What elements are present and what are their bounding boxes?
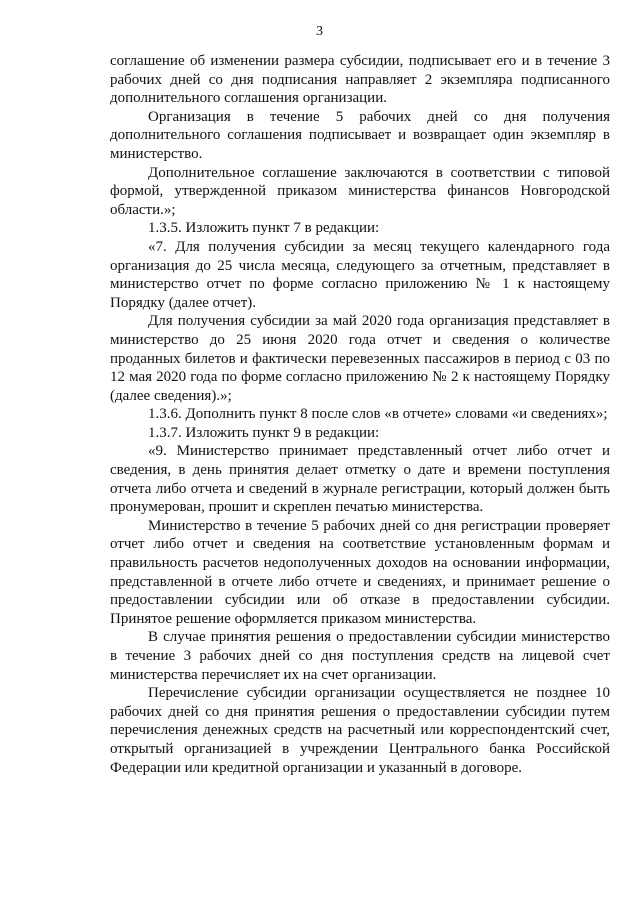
paragraph-4: 1.3.5. Изложить пункт 7 в редакции: xyxy=(148,220,380,237)
paragraph-7: 1.3.6. Дополнить пункт 8 после слов «в отчете» словами «и сведениях»; xyxy=(148,406,608,423)
paragraph-10: Министерство в течение 5 рабочих дней со дня регистрации проверяет отчет либо отчет и сведения на соответствие установленным формам и правильность расчетов недополученных доходов на основании информации, представленной в отчете либо отчете и сведениях, и принимает решение о предоставлении субсидии или об отказе в предоставлении субсидии. Принятое решение оформляется приказом министерства. xyxy=(110,517,610,627)
paragraph-5: «7. Для получения субсидии за месяц текущего календарного года организация до 25 числа месяца, следующего за отчетным, представляет в министерство отчет по форме согласно приложению № 1 к настоящему Порядку (далее отчет). xyxy=(110,238,610,311)
paragraph-1: соглашение об изменении размера субсидии, подписывает его и в течение 3 рабочих дней со дня подписания направляет 2 экземпляра подписанного дополнительного соглашения организации. xyxy=(110,53,610,107)
document-body xyxy=(110,52,610,777)
paragraph-9: «9. Министерство принимает представленный отчет либо отчет и сведения, в день принятия делает отметку о дате и времени поступления отчета либо отчета и сведений в журнале регистрации, который должен быть пронумерован, прошит и скреплен печатью министерства. xyxy=(110,443,610,516)
paragraph-12: Перечисление субсидии организации осуществляется не позднее 10 рабочих дней со дня принятия решения о предоставлении субсидии путем перечисления денежных средств на расчетный или корреспондентский счет, открытый организацией в учреждении Центрального банка Российской Федерации или кредитной организации и указанный в договоре. xyxy=(110,685,610,776)
paragraph-11: В случае принятия решения о предоставлении субсидии министерство в течение 3 рабочих дней со дня поступления средств на лицевой счет министерства перечисляет их на счет организации. xyxy=(110,629,610,683)
paragraph-8: 1.3.7. Изложить пункт 9 в редакции: xyxy=(148,424,380,441)
paragraph-6: Для получения субсидии за май 2020 года организация представляет в министерство до 25 июня 2020 года отчет и сведения о количестве проданных билетов и фактически перевезенных пассажиров в период с 03 по 12 мая 2020 года по форме согласно приложению № 2 к настоящему Порядку (далее сведения).»; xyxy=(110,313,610,404)
page-number: 3 xyxy=(316,24,323,39)
paragraph-3: Дополнительное соглашение заключаются в соответствии с типовой формой, утвержденной приказом министерства финансов Новгородской области.»; xyxy=(110,164,610,218)
paragraph-2: Организация в течение 5 рабочих дней со дня получения дополнительного соглашения подписывает и возвращает один экземпляр в министерство. xyxy=(110,108,610,162)
